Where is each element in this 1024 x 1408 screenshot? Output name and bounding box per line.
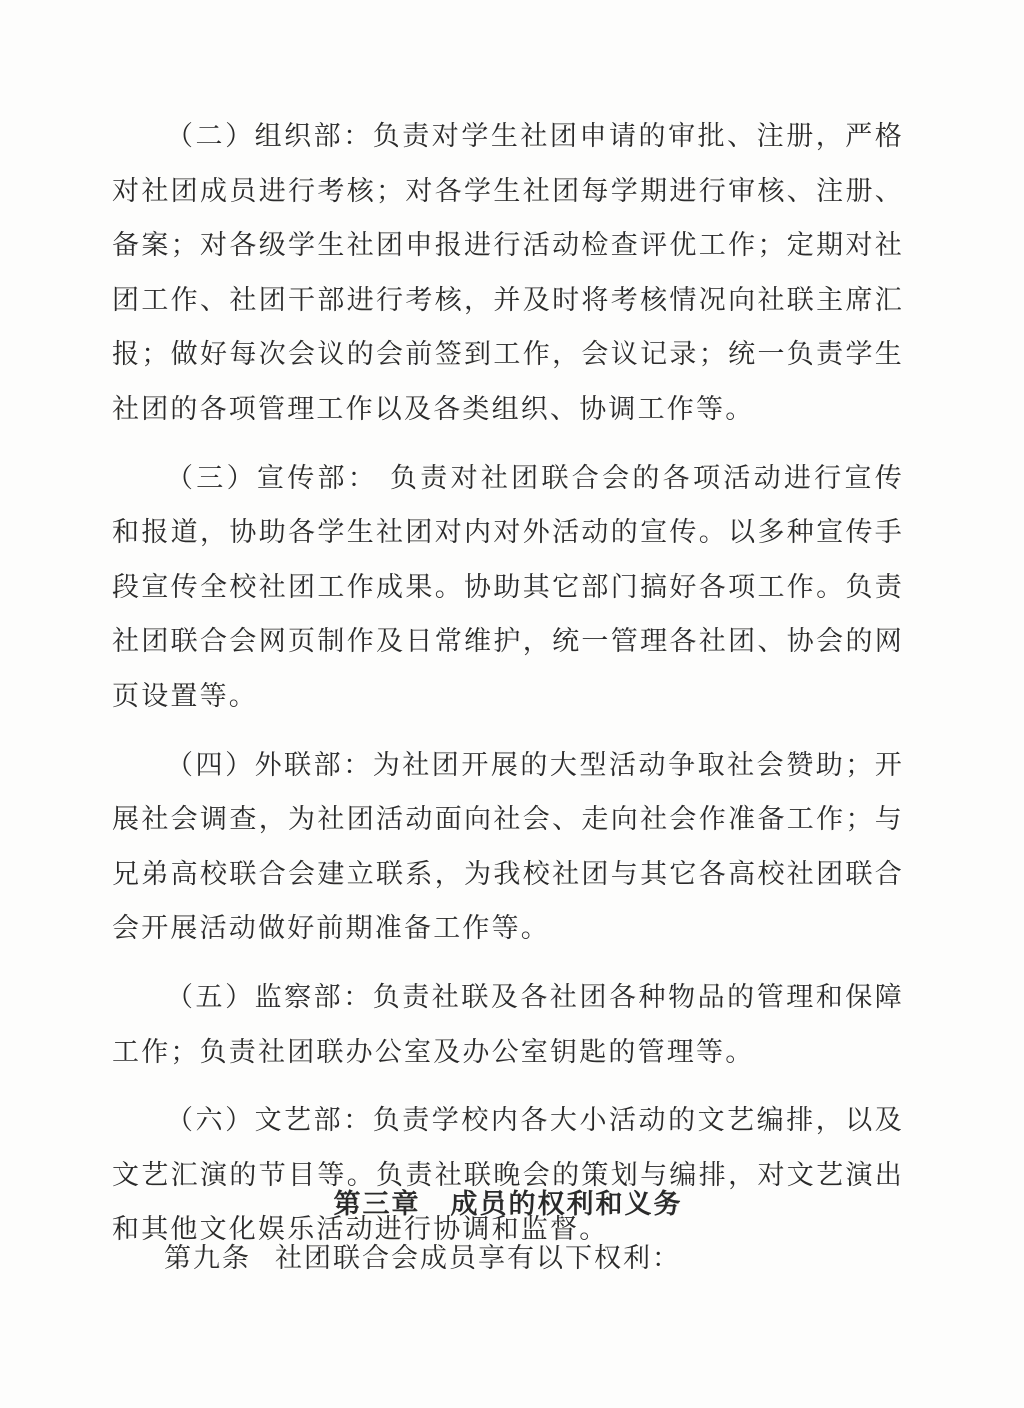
body-text — [112, 110, 904, 1272]
chapter-title: 成员的权利和义务 — [450, 1189, 683, 1220]
paragraph-publicity-dept: （三）宣传部： 负责对社团联合会的各项活动进行宣传和报道，协助各学生社团对内对外活动的宣传。以多种宣传手段宣传全校社团工作成果。协助其它部门搞好各项工作。负责社团联合会网页制作及日常维护，统一管理各社团、协会的网页设置等。 — [112, 462, 904, 712]
paragraph-arts-dept: （六）文艺部：负责学校内各大小活动的文艺编排，以及文艺汇演的节目等。负责社联晚会的策划与编排，对文艺演出和其他文化娱乐活动进行协调和监督。 — [112, 1105, 904, 1246]
paragraph-external-relations-dept: （四）外联部：为社团开展的大型活动争取社会赞助；开展社会调查，为社团活动面向社会、走向社会作准备工作；与兄弟高校联合会建立联系，为我校社团与其它各高校社团联合会开展活动做好前期准备工作等。 — [112, 749, 904, 945]
chapter-heading — [112, 1180, 904, 1230]
paragraph-organization-dept: （二）组织部：负责对学生社团申请的审批、注册，严格对社团成员进行考核；对各学生社团每学期进行审核、注册、备案；对各级学生社团申报进行活动检查评优工作；定期对社团工作、社团干部进行考核，并及时将考核情况向社联主席汇报；做好每次会议的会前签到工作，会议记录；统一负责学生社团的各项管理工作以及各类组织、协调工作等。 — [112, 121, 904, 425]
article-text: 社团联合会成员享有以下权利： — [275, 1243, 681, 1274]
paragraph-supervision-dept: （五）监察部：负责社联及各社团各种物品的管理和保障工作；负责社团联办公室及办公室钥匙的管理等。 — [112, 981, 904, 1068]
chapter-number: 第三章 — [333, 1189, 421, 1220]
article-line — [164, 1234, 681, 1284]
article-number: 第九条 — [164, 1243, 251, 1274]
